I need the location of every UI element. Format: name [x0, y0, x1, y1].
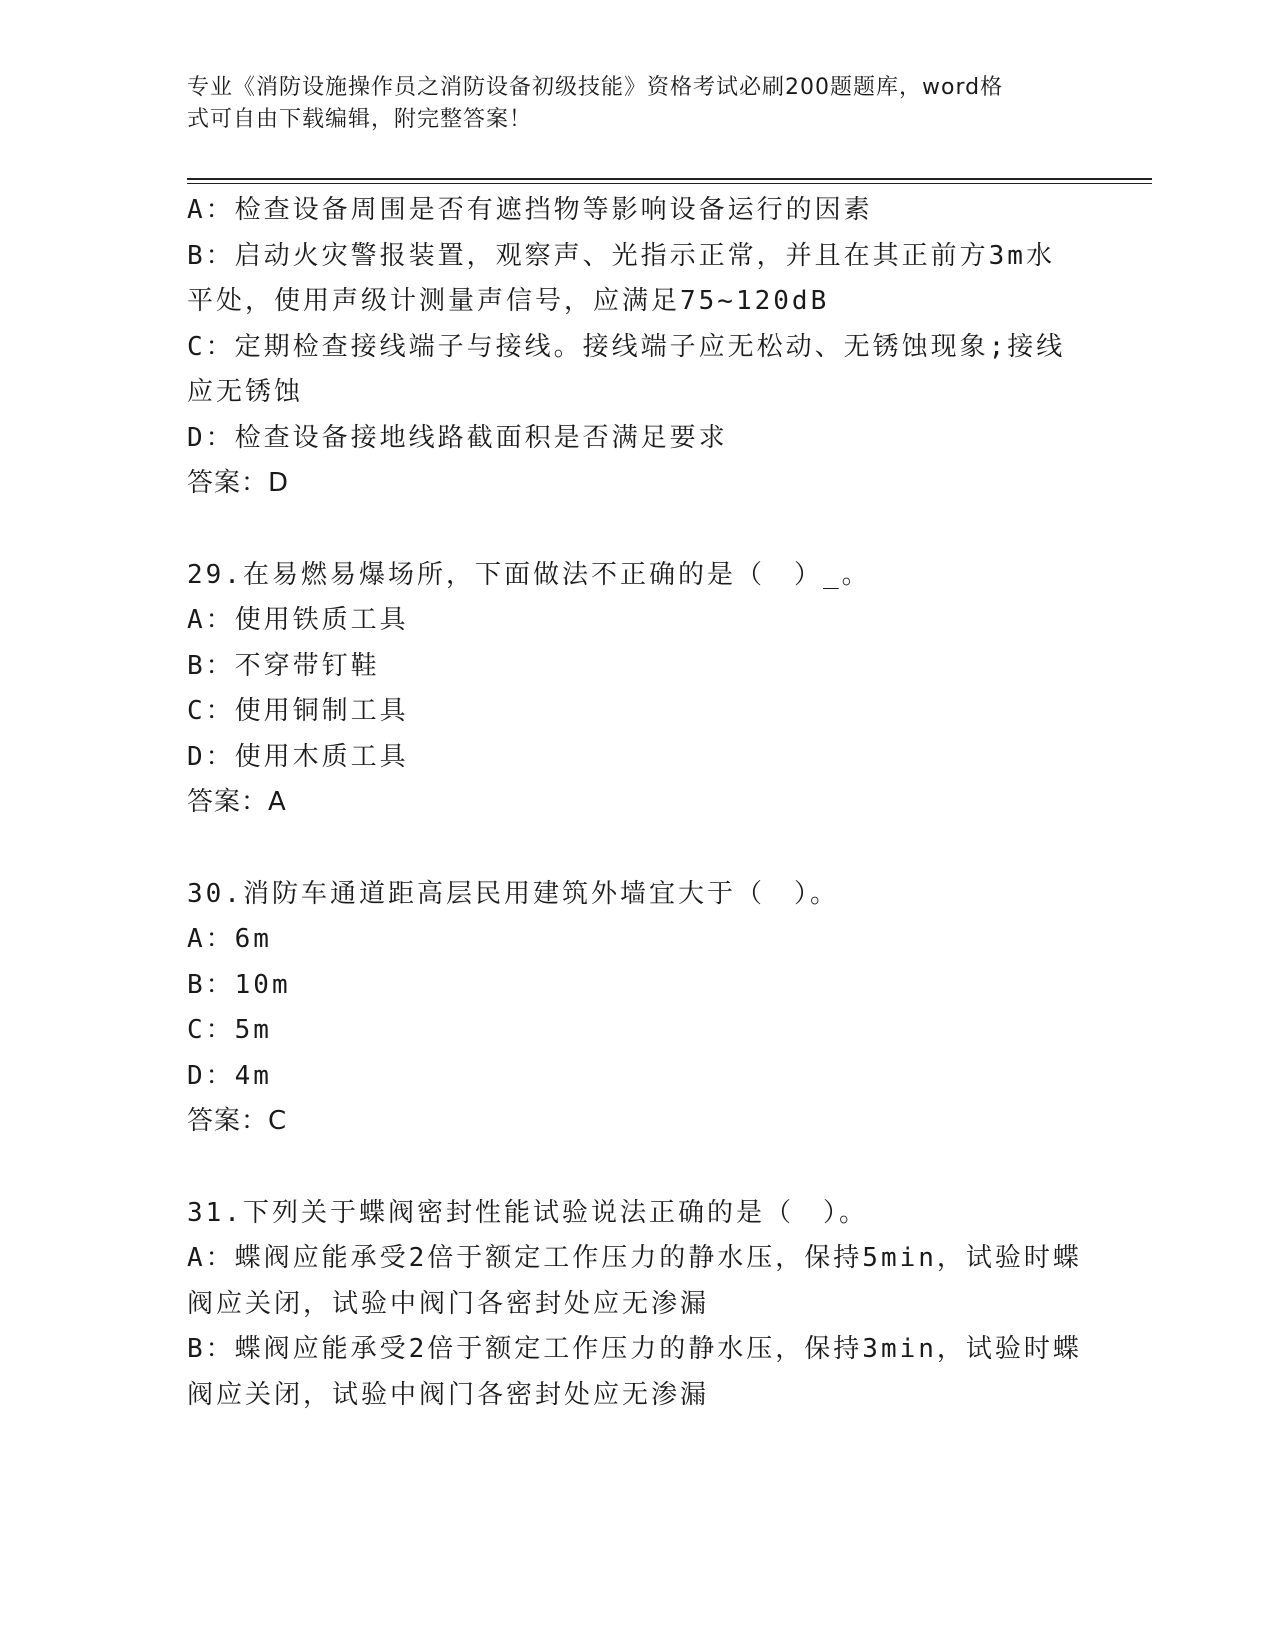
- option-31-b: B：蝶阀应能承受2倍于额定工作压力的静水压，保持3min，试验时蝶: [187, 1334, 1082, 1364]
- header-rule-thick: [187, 178, 1152, 180]
- answer-28: 答案：D: [187, 468, 290, 498]
- option-30-d: D：4m: [187, 1060, 272, 1091]
- question-30-text: 30.消防车通道距高层民用建筑外墙宜大于（ ）。: [187, 878, 839, 909]
- question-29: [187, 553, 1087, 826]
- document-header: [187, 72, 1067, 136]
- header-line-1: 专业《消防设施操作员之消防设备初级技能》资格考试必刷200题题库，word格: [187, 75, 1004, 100]
- header-rule-thin: [187, 183, 1152, 184]
- option-30-b: B：10m: [187, 969, 291, 1000]
- option-31-a-cont: 阀应关闭，试验中阀门各密封处应无渗漏: [187, 1288, 710, 1319]
- question-29-text: 29.在易燃易爆场所，下面做法不正确的是（ ）_。: [187, 559, 871, 590]
- option-28-b-cont: 平处，使用声级计测量声信号，应满足75~120dB: [187, 286, 830, 316]
- question-28: [187, 188, 1087, 507]
- option-29-d: D：使用木质工具: [187, 741, 409, 772]
- option-28-d: D：检查设备接地线路截面积是否满足要求: [187, 422, 728, 453]
- question-30: [187, 872, 1087, 1145]
- document-body: [187, 188, 1087, 1418]
- option-28-c-cont: 应无锈蚀: [187, 377, 304, 407]
- option-29-c: C：使用铜制工具: [187, 696, 409, 726]
- question-31-text: 31.下列关于蝶阀密封性能试验说法正确的是（ ）。: [187, 1197, 868, 1228]
- option-28-a: A：检查设备周围是否有遮挡物等影响设备运行的因素: [187, 195, 873, 225]
- option-30-c: C：5m: [187, 1015, 272, 1045]
- option-28-b: B：启动火灾警报装置，观察声、光指示正常，并且在其正前方3m水: [187, 240, 1055, 271]
- option-30-a: A：6m: [187, 924, 272, 954]
- option-29-b: B：不穿带钉鞋: [187, 650, 380, 681]
- question-31: [187, 1191, 1087, 1419]
- option-31-b-cont: 阀应关闭，试验中阀门各密封处应无渗漏: [187, 1379, 710, 1410]
- header-line-2: 式可自由下载编辑，附完整答案！: [187, 107, 533, 132]
- option-28-c: C：定期检查接线端子与接线。接线端子应无松动、无锈蚀现象;接线: [187, 331, 1066, 362]
- answer-29: 答案：A: [187, 787, 287, 817]
- option-29-a: A：使用铁质工具: [187, 605, 409, 635]
- option-31-a: A：蝶阀应能承受2倍于额定工作压力的静水压，保持5min，试验时蝶: [187, 1243, 1082, 1273]
- answer-30: 答案：C: [187, 1106, 288, 1136]
